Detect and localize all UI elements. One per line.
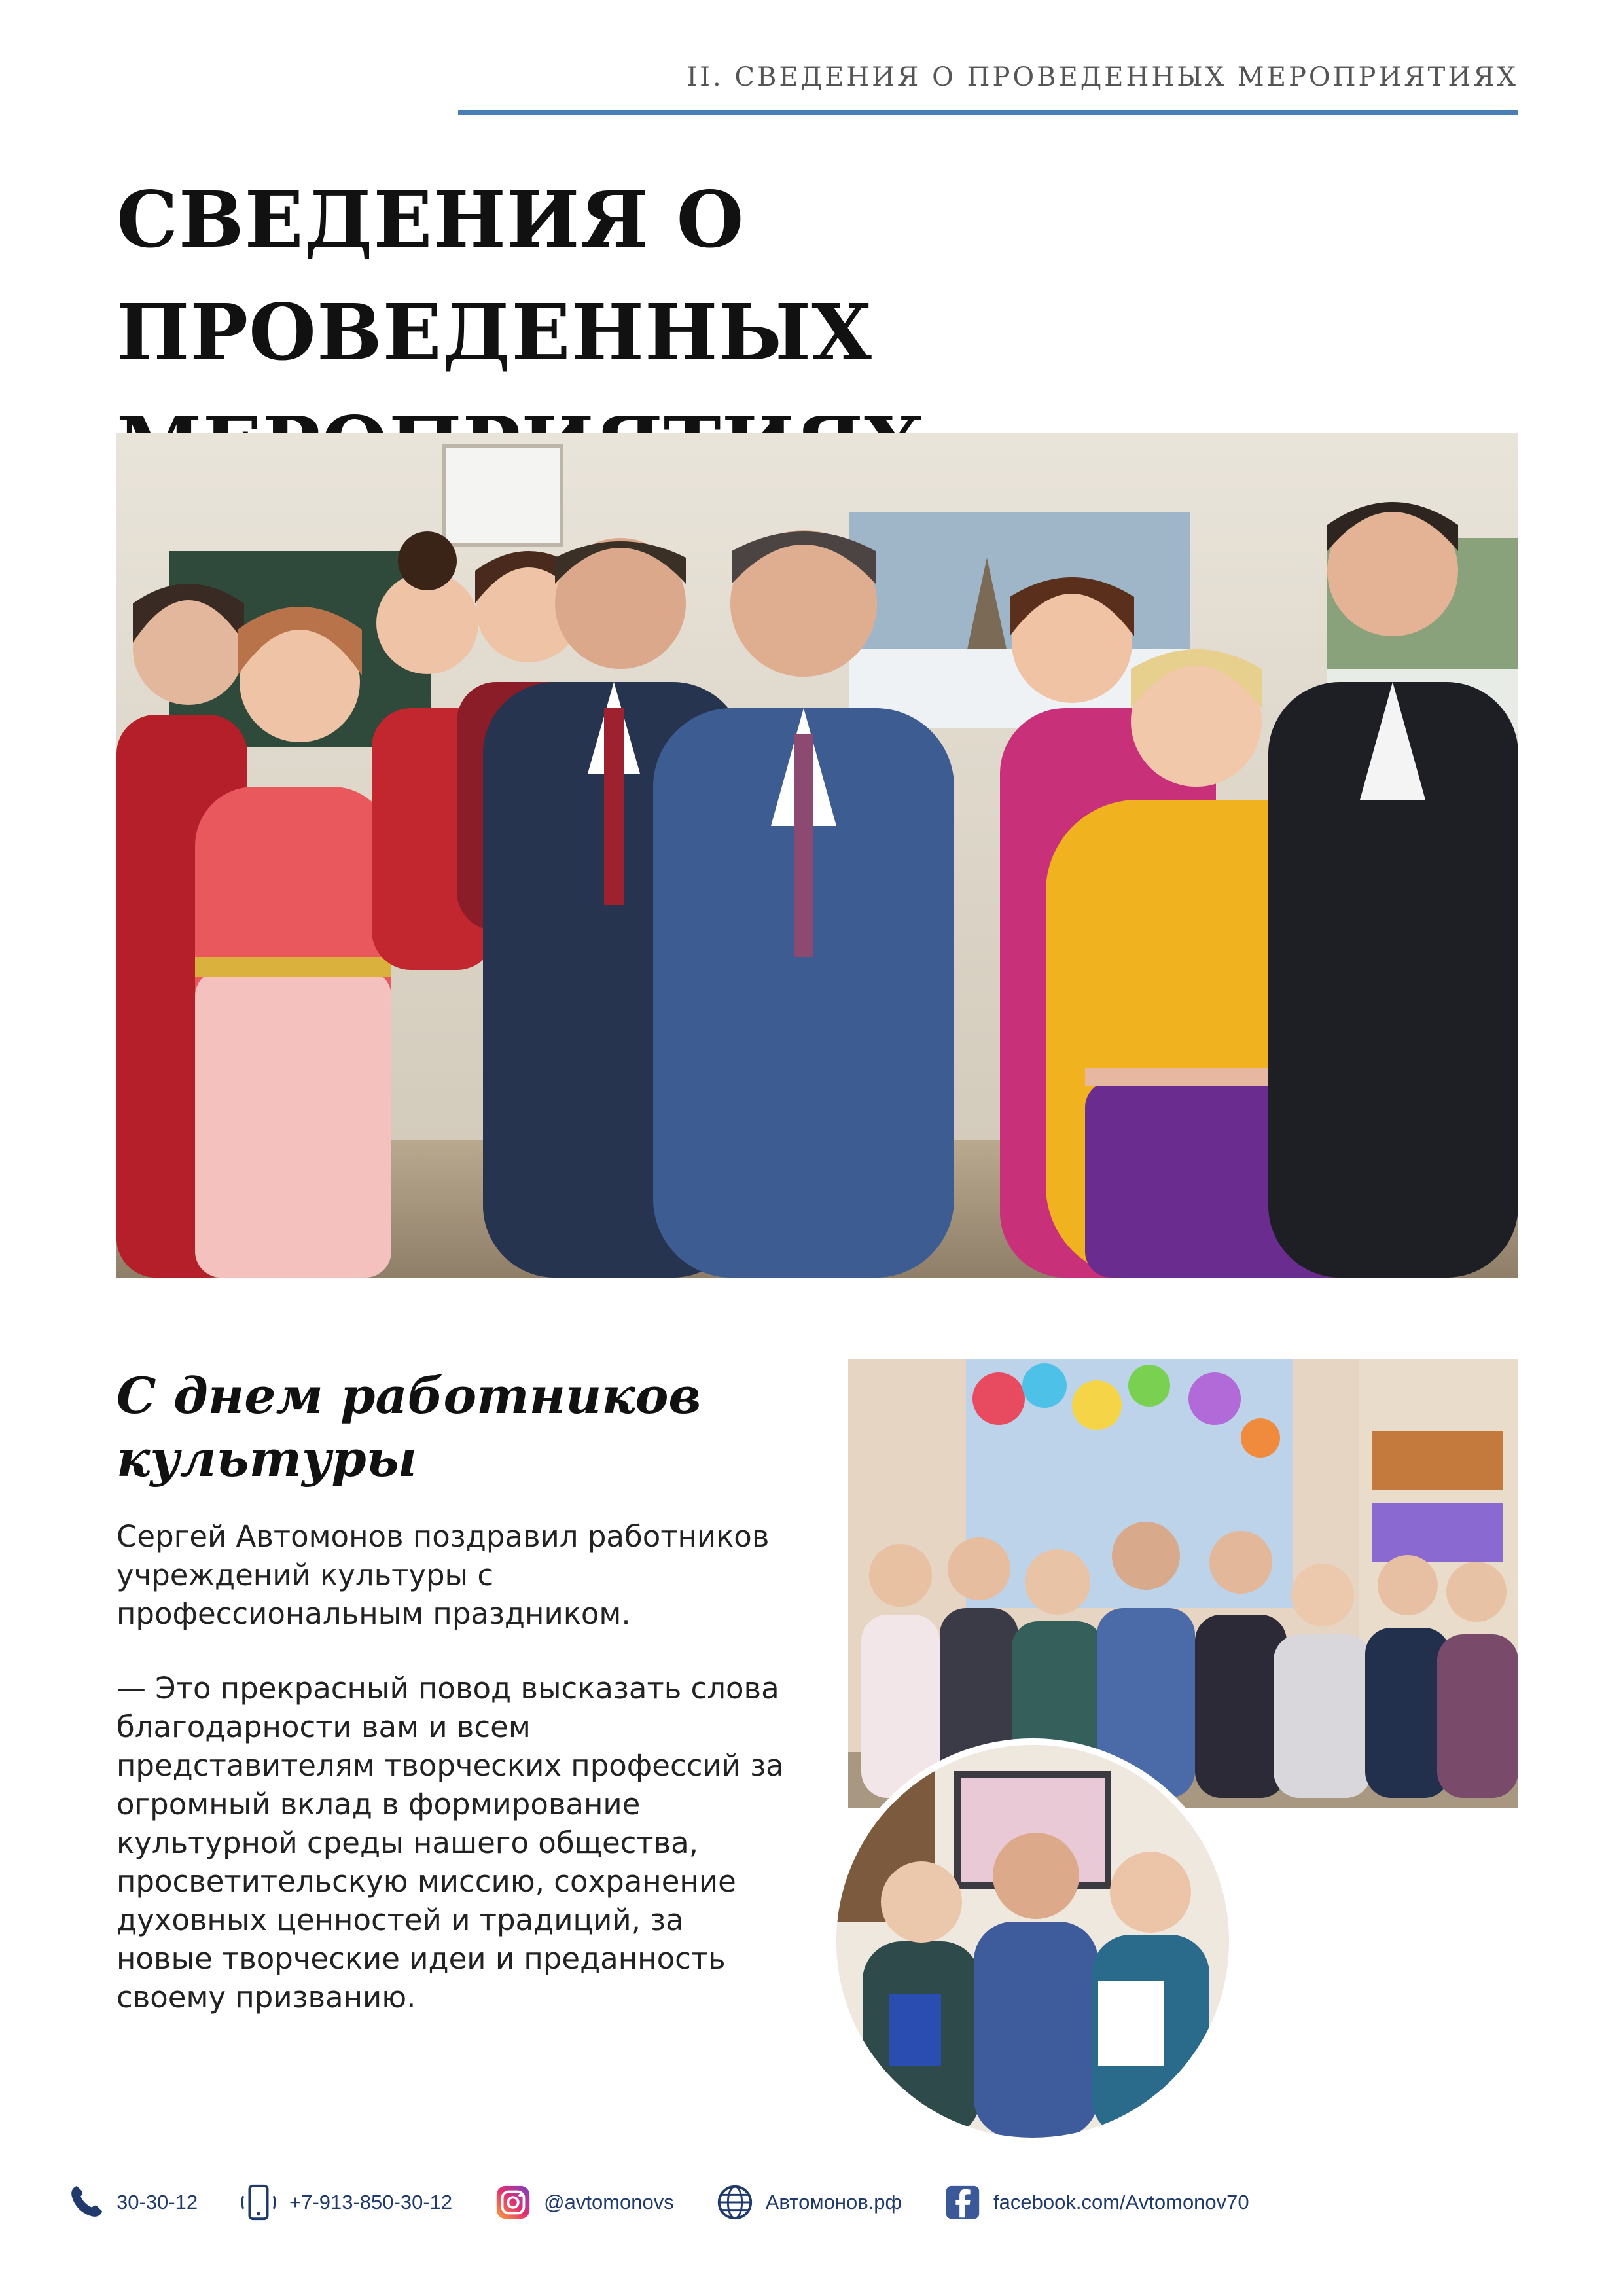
page-title-line-1: СВЕДЕНИЯ О ПРОВЕДЕННЫХ (116, 174, 872, 378)
group-photo (116, 433, 1518, 1278)
article-title-line-1: С днем работников (116, 1367, 702, 1425)
article-paragraph-1: Сергей Автомонов поздравил работников учреждений культуры с профессиональным праздником. (116, 1519, 770, 1631)
footer-instagram[interactable] (493, 2182, 674, 2223)
footer-website[interactable] (715, 2182, 902, 2223)
phone-icon (65, 2182, 106, 2223)
mobile-icon (238, 2182, 279, 2223)
mobile-number: +7-913-850-30-12 (289, 2191, 453, 2214)
footer-phone[interactable] (65, 2182, 198, 2223)
section-divider (458, 110, 1518, 115)
facebook-link: facebook.com/Avtomonov70 (993, 2191, 1249, 2214)
article-title-line-2: культуры (116, 1429, 418, 1488)
website-link: Автомонов.рф (765, 2191, 902, 2214)
article-paragraph-2: — Это прекрасный повод высказать слова благодарности вам и всем представителям творческих профессий за огромный вклад в формирование культурной среды нашего общества, просветительскую миссию, сохранение духовных ценностей и традиций, за новые творческие идеи и преданность своему призванию. (116, 1671, 784, 2015)
footer-contacts (65, 2173, 1558, 2232)
instagram-handle: @avtomonovs (544, 2191, 674, 2214)
phone-number: 30-30-12 (116, 2191, 198, 2214)
section-header: II. СВЕДЕНИЯ О ПРОВЕДЕННЫХ МЕРОПРИЯТИЯХ (687, 62, 1518, 92)
article-title (116, 1365, 771, 1490)
facebook-icon (942, 2182, 983, 2223)
globe-icon (715, 2182, 755, 2223)
footer-facebook[interactable] (942, 2182, 1249, 2223)
library-group-photo (848, 1359, 1518, 1808)
footer-mobile[interactable] (238, 2182, 452, 2223)
award-circle-photo (830, 1738, 1236, 2144)
instagram-icon (493, 2182, 533, 2223)
